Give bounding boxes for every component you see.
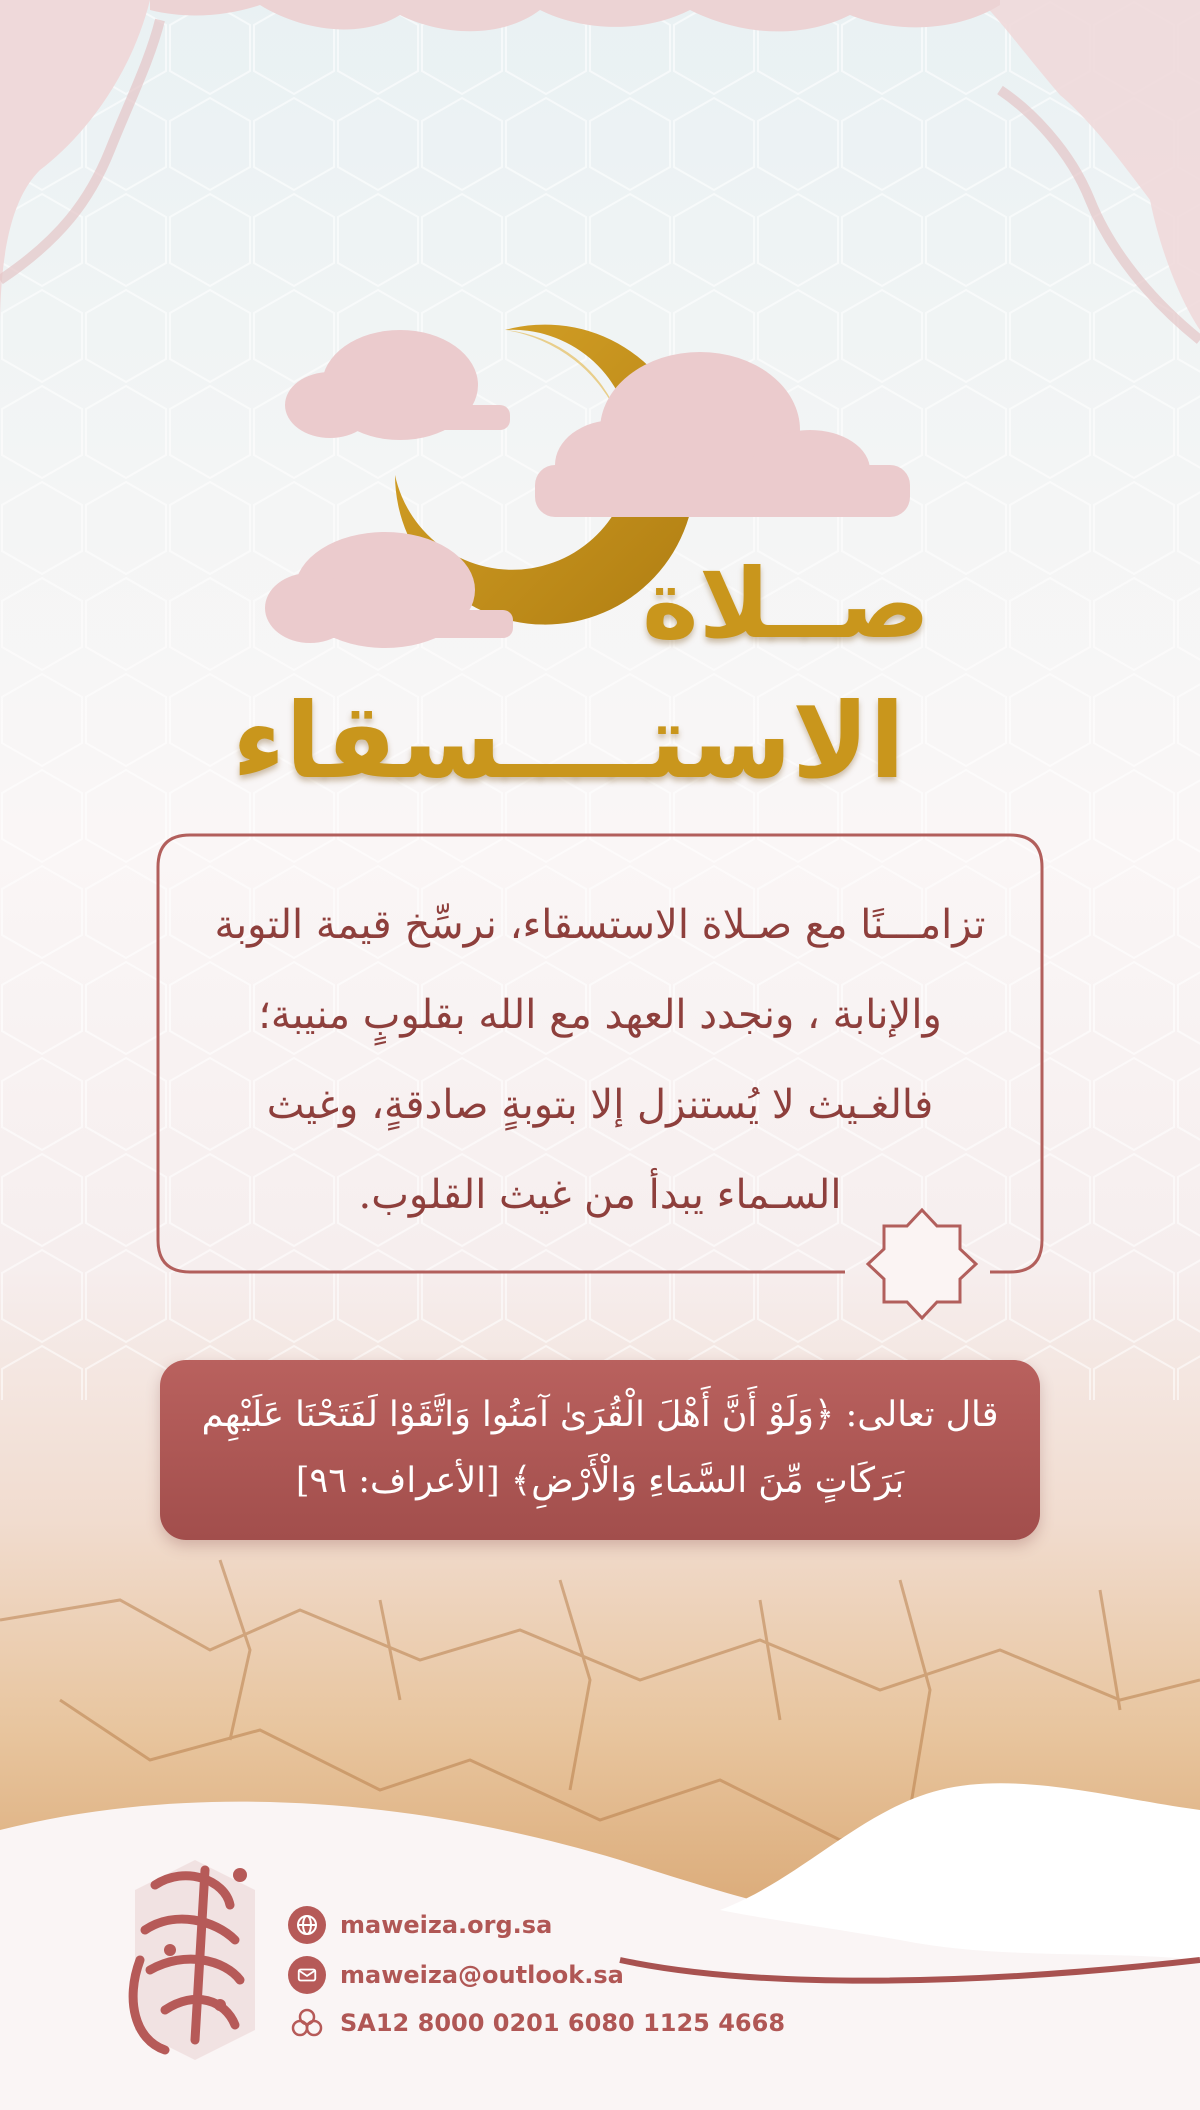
website-row[interactable] <box>288 1905 552 1945</box>
email-row[interactable] <box>288 1955 624 1995</box>
quran-verse-text: قال تعالى: ﴿وَلَوْ أَنَّ أَهْلَ الْقُرَىٰ آمَنُوا وَاتَّقَوْا لَفَتَحْنَا عَلَيْهِم بَرَكَاتٍ مِّنَ السَّمَاءِ وَالْأَرْضِ﴾ [الأعراف: ٩٦] <box>201 1395 999 1501</box>
globe-icon <box>288 1906 326 1944</box>
iban-number: SA12 8000 0201 6080 1125 4668 <box>340 2009 786 2037</box>
envelope-icon <box>288 1956 326 1994</box>
email-link[interactable]: maweiza@outlook.sa <box>340 1961 624 1989</box>
bank-icon <box>288 2004 326 2042</box>
title-line-2: الاستــــسقاء <box>232 680 905 802</box>
message-text: تزامـــنًا مع صـلاة الاستسقاء، نرسِّخ قيمة التوبة والإنابة ، ونجدد العهد مع الله بقلوبٍ منيبة؛ فالغـيث لا يُستنزل إلا بتوبةٍ صادقةٍ، وغيث السـماء يبدأ من غيث القلوب. <box>214 902 986 1218</box>
website-link[interactable]: maweiza.org.sa <box>340 1911 553 1939</box>
maweiza-calligraphy-logo <box>133 1860 255 2060</box>
iban-row <box>288 2003 785 2043</box>
title-line-1: صــلاة <box>642 548 930 660</box>
